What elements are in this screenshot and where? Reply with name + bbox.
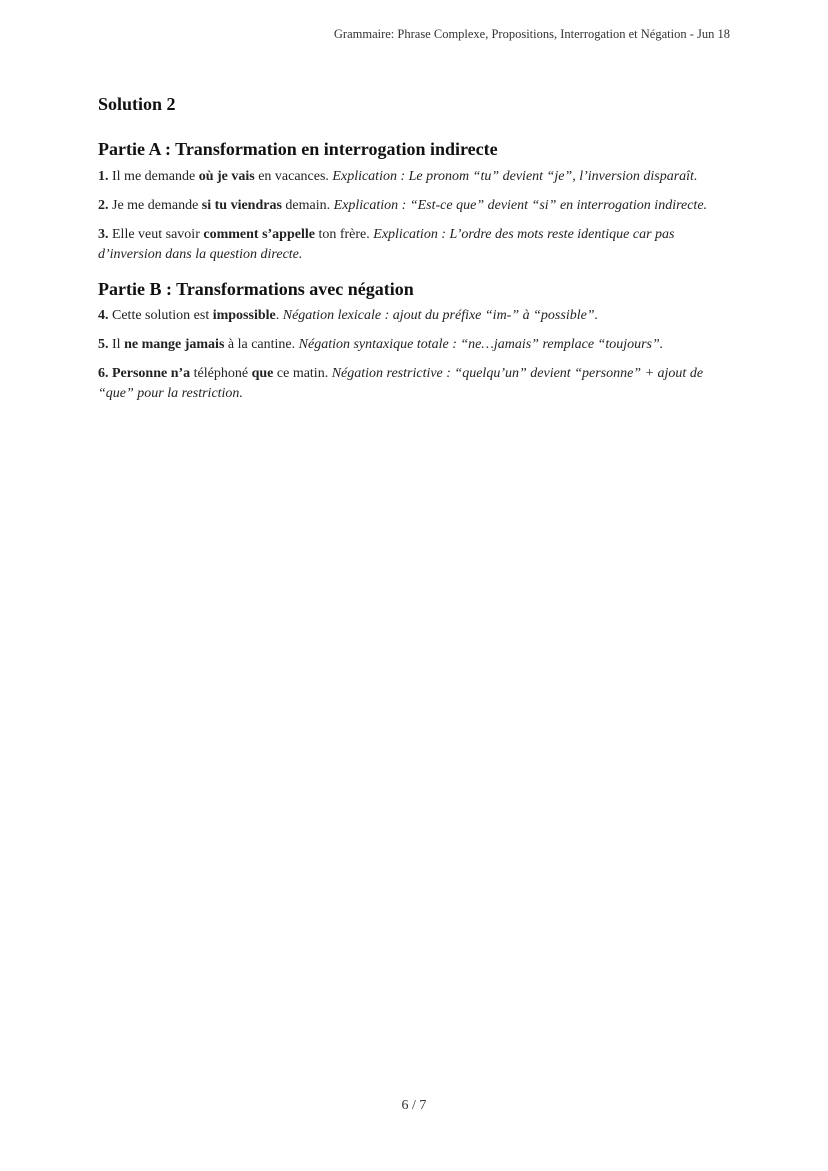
answer-item-6 xyxy=(98,364,732,404)
item-answer: où je vais xyxy=(198,168,255,184)
item-explanation: Négation lexicale : ajout du préfixe “im-” à “possible”. xyxy=(282,308,599,324)
item-answer: impossible xyxy=(212,308,276,324)
item-text: Elle veut savoir xyxy=(108,226,204,242)
section-partie-a xyxy=(98,139,732,265)
item-text: demain. xyxy=(281,197,334,213)
main-content xyxy=(98,94,732,418)
item-text: en vacances. xyxy=(254,168,333,184)
item-answer: Personne n’a xyxy=(112,366,191,382)
item-number: 5. xyxy=(98,337,109,353)
item-number: 3. xyxy=(98,226,109,242)
answer-item-3 xyxy=(98,225,732,265)
running-header: Grammaire: Phrase Complexe, Propositions, Interrogation et Négation - Jun 18 xyxy=(333,27,730,41)
section-title: Partie B : Transformations avec négation xyxy=(98,278,414,299)
item-explanation: Explication : “Est-ce que” devient “si” en interrogation indirecte. xyxy=(333,197,708,213)
item-number: 4. xyxy=(98,308,109,324)
item-number: 2. xyxy=(98,197,109,213)
solution-title: Solution 2 xyxy=(98,94,176,114)
item-text: à la cantine. xyxy=(224,337,299,353)
item-text: ton frère. xyxy=(314,226,374,242)
page-number: 6 / 7 xyxy=(401,1098,427,1113)
item-explanation: Négation restrictive : “quelqu’un” devient “personne” + ajout de “que” pour la restriction. xyxy=(98,366,704,402)
answer-item-1 xyxy=(98,167,732,187)
item-text: Je me demande xyxy=(108,197,202,213)
item-text: ce matin. xyxy=(273,366,332,382)
section-partie-b xyxy=(98,279,732,405)
item-explanation: Explication : L’ordre des mots reste identique car pas d’inversion dans la question directe. xyxy=(98,226,675,262)
item-text: téléphoné xyxy=(190,366,252,382)
item-explanation: Négation syntaxique totale : “ne…jamais” remplace “toujours”. xyxy=(298,337,664,353)
section-title: Partie A : Transformation en interrogation indirecte xyxy=(98,139,498,159)
item-answer: ne mange jamais xyxy=(124,337,225,353)
item-text: . xyxy=(275,308,283,324)
answer-item-5 xyxy=(98,335,732,355)
answer-item-2 xyxy=(98,196,732,216)
item-explanation: Explication : Le pronom “tu” devient “je”, l’inversion disparaît. xyxy=(332,168,698,184)
answer-item-4 xyxy=(98,306,732,326)
item-answer: si tu viendras xyxy=(201,197,282,213)
item-text: Cette solution est xyxy=(108,308,213,324)
item-answer: que xyxy=(251,366,274,382)
item-number: 6. xyxy=(98,366,109,382)
item-text: Il me demande xyxy=(108,168,199,184)
item-answer: comment s’appelle xyxy=(203,226,315,242)
item-number: 1. xyxy=(98,168,109,184)
item-text: Il xyxy=(108,337,125,353)
